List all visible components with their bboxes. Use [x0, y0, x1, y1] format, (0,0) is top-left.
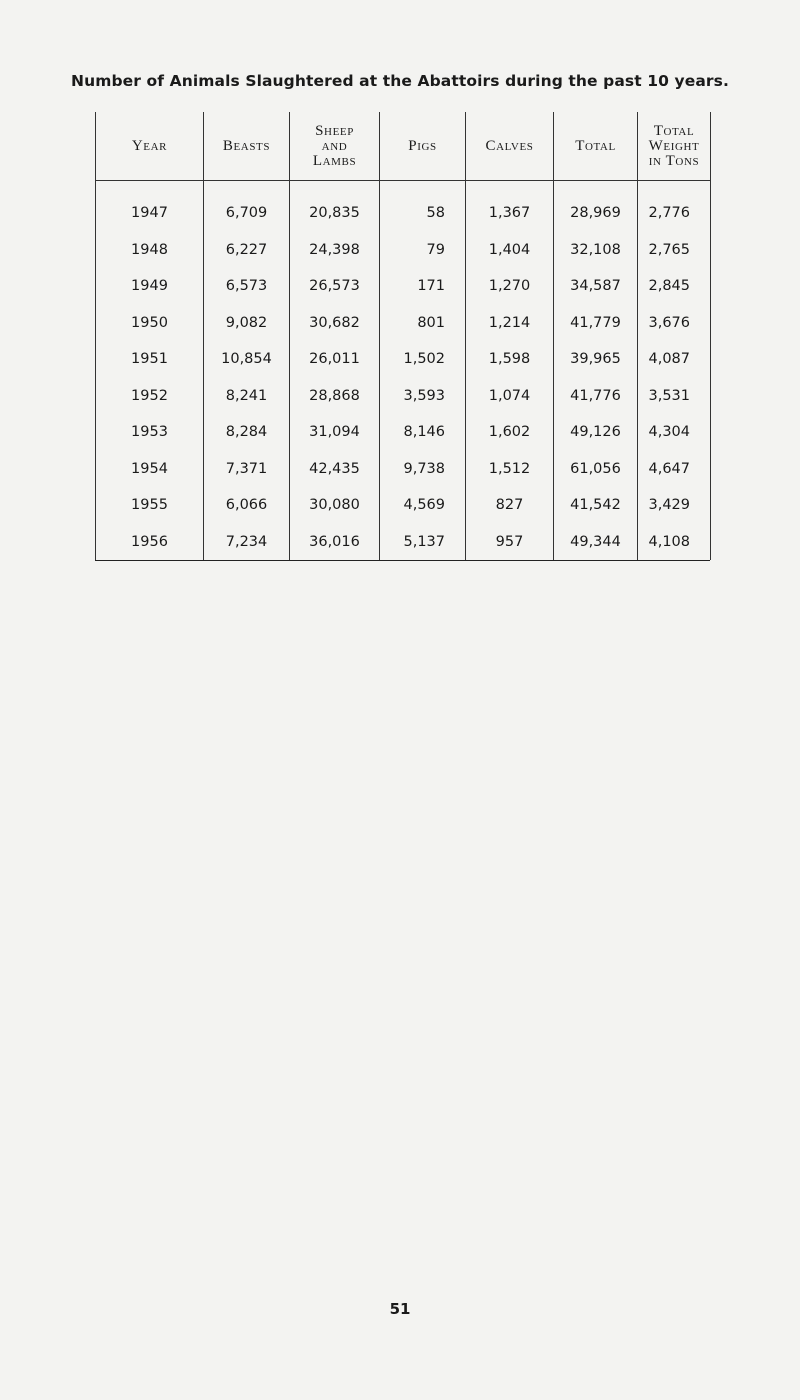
cell-total-weight: 2,776 — [638, 181, 711, 232]
cell-calves: 1,367 — [466, 181, 554, 232]
cell-total-weight: 4,087 — [638, 341, 711, 378]
cell-total: 41,542 — [554, 487, 638, 524]
cell-year: 1948 — [96, 232, 204, 269]
cell-total-weight: 4,304 — [638, 414, 711, 451]
cell-sheep-and-lambs: 24,398 — [290, 232, 380, 269]
cell-sheep-and-lambs: 36,016 — [290, 524, 380, 561]
table-row — [96, 232, 711, 269]
cell-beasts: 7,234 — [204, 524, 290, 561]
cell-total-weight: 3,676 — [638, 305, 711, 342]
cell-calves: 1,214 — [466, 305, 554, 342]
cell-total: 49,344 — [554, 524, 638, 561]
cell-sheep-and-lambs: 20,835 — [290, 181, 380, 232]
header-row — [96, 112, 711, 181]
page-title: Number of Animals Slaughtered at the Abattoirs during the past 10 years. — [71, 72, 729, 90]
cell-sheep-and-lambs: 31,094 — [290, 414, 380, 451]
table-row — [96, 524, 711, 561]
cell-total: 41,779 — [554, 305, 638, 342]
cell-beasts: 6,573 — [204, 268, 290, 305]
cell-calves: 1,270 — [466, 268, 554, 305]
cell-total-weight: 4,108 — [638, 524, 711, 561]
cell-sheep-and-lambs: 26,011 — [290, 341, 380, 378]
cell-calves: 957 — [466, 524, 554, 561]
cell-year: 1953 — [96, 414, 204, 451]
table-row — [96, 451, 711, 488]
cell-pigs: 58 — [380, 181, 466, 232]
page-number: 51 — [389, 1300, 411, 1318]
table-row — [96, 305, 711, 342]
cell-calves: 1,512 — [466, 451, 554, 488]
cell-total: 28,969 — [554, 181, 638, 232]
slaughter-statistics-table-container — [95, 112, 710, 561]
cell-year: 1955 — [96, 487, 204, 524]
cell-year: 1947 — [96, 181, 204, 232]
cell-total: 34,587 — [554, 268, 638, 305]
cell-pigs: 8,146 — [380, 414, 466, 451]
cell-pigs: 1,502 — [380, 341, 466, 378]
cell-calves: 1,602 — [466, 414, 554, 451]
table-row — [96, 378, 711, 415]
cell-calves: 1,404 — [466, 232, 554, 269]
cell-year: 1952 — [96, 378, 204, 415]
cell-total: 41,776 — [554, 378, 638, 415]
cell-sheep-and-lambs: 30,682 — [290, 305, 380, 342]
header-total-weight: Total Weight in Tons — [638, 112, 711, 181]
cell-total: 32,108 — [554, 232, 638, 269]
cell-beasts: 10,854 — [204, 341, 290, 378]
cell-pigs: 79 — [380, 232, 466, 269]
cell-beasts: 6,066 — [204, 487, 290, 524]
cell-beasts: 8,284 — [204, 414, 290, 451]
cell-beasts: 7,371 — [204, 451, 290, 488]
cell-year: 1949 — [96, 268, 204, 305]
cell-year: 1956 — [96, 524, 204, 561]
cell-beasts: 8,241 — [204, 378, 290, 415]
cell-total: 39,965 — [554, 341, 638, 378]
cell-total-weight: 2,845 — [638, 268, 711, 305]
cell-pigs: 9,738 — [380, 451, 466, 488]
cell-calves: 1,074 — [466, 378, 554, 415]
table-row — [96, 268, 711, 305]
table-body — [96, 181, 711, 561]
cell-beasts: 6,227 — [204, 232, 290, 269]
cell-sheep-and-lambs: 28,868 — [290, 378, 380, 415]
cell-year: 1954 — [96, 451, 204, 488]
cell-pigs: 5,137 — [380, 524, 466, 561]
cell-calves: 827 — [466, 487, 554, 524]
cell-pigs: 801 — [380, 305, 466, 342]
cell-calves: 1,598 — [466, 341, 554, 378]
cell-total-weight: 4,647 — [638, 451, 711, 488]
cell-beasts: 6,709 — [204, 181, 290, 232]
cell-sheep-and-lambs: 26,573 — [290, 268, 380, 305]
header-calves: Calves — [466, 112, 554, 181]
header-pigs: Pigs — [380, 112, 466, 181]
header-beasts: Beasts — [204, 112, 290, 181]
cell-total-weight: 2,765 — [638, 232, 711, 269]
cell-sheep-and-lambs: 42,435 — [290, 451, 380, 488]
header-sheep-and-lambs: Sheep and Lambs — [290, 112, 380, 181]
cell-pigs: 4,569 — [380, 487, 466, 524]
cell-beasts: 9,082 — [204, 305, 290, 342]
header-total: Total — [554, 112, 638, 181]
cell-total: 49,126 — [554, 414, 638, 451]
table-row — [96, 487, 711, 524]
cell-sheep-and-lambs: 30,080 — [290, 487, 380, 524]
cell-year: 1951 — [96, 341, 204, 378]
table-row — [96, 414, 711, 451]
cell-pigs: 171 — [380, 268, 466, 305]
table-row — [96, 341, 711, 378]
cell-pigs: 3,593 — [380, 378, 466, 415]
header-year: Year — [96, 112, 204, 181]
cell-total-weight: 3,531 — [638, 378, 711, 415]
cell-year: 1950 — [96, 305, 204, 342]
cell-total: 61,056 — [554, 451, 638, 488]
table-row — [96, 181, 711, 232]
cell-total-weight: 3,429 — [638, 487, 711, 524]
slaughter-statistics-table — [95, 112, 711, 560]
